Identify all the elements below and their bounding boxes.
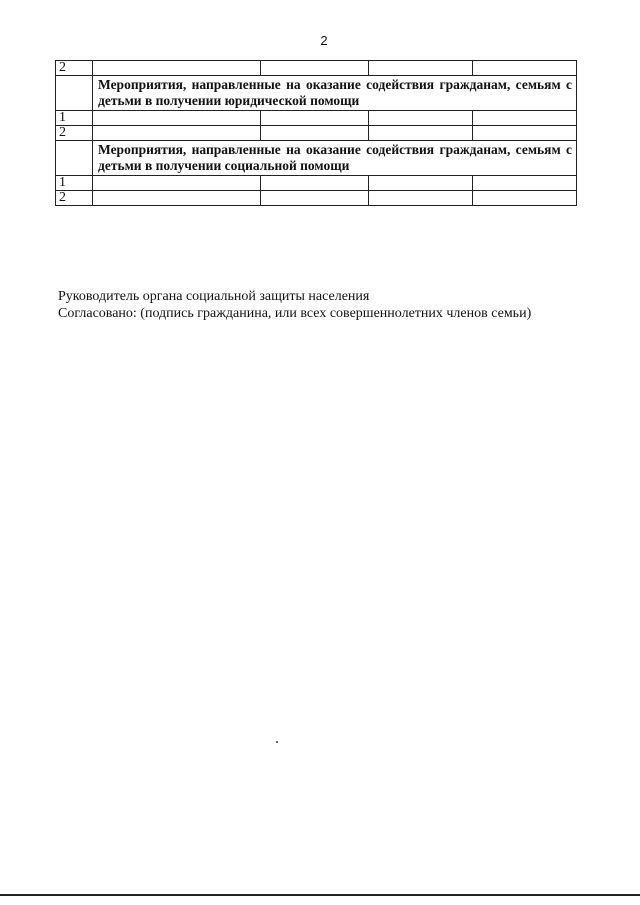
section-row-social-aid	[56, 141, 577, 176]
table-cell	[369, 111, 473, 126]
table-cell	[93, 61, 261, 76]
table-cell	[93, 111, 261, 126]
page-number: 2	[320, 33, 328, 48]
table-cell	[261, 191, 369, 206]
row-number-cell: 1	[56, 176, 93, 191]
row-number-cell: 2	[56, 126, 93, 141]
table-cell	[473, 61, 577, 76]
row-number-cell: 2	[56, 61, 93, 76]
section-row-legal-aid	[56, 76, 577, 111]
scan-speck	[276, 741, 278, 743]
table-row	[56, 191, 577, 206]
table-cell	[473, 176, 577, 191]
table-cell	[261, 111, 369, 126]
activity-plan-table	[55, 60, 577, 206]
table-cell	[473, 111, 577, 126]
agreed-signature-line: Согласовано: (подпись гражданина, или всех совершеннолетних членов семьи)	[58, 306, 532, 321]
table-cell	[93, 191, 261, 206]
table-cell	[93, 126, 261, 141]
table-cell	[261, 176, 369, 191]
department-head-line: Руководитель органа социальной защиты населения	[58, 289, 370, 304]
table-row	[56, 176, 577, 191]
table-cell	[369, 61, 473, 76]
section-heading-legal-aid: Мероприятия, направленные на оказание содействия гражданам, семьям с детьми в получении юридической помощи	[93, 76, 577, 111]
section-heading-social-aid: Мероприятия, направленные на оказание содействия гражданам, семьям с детьми в получении социальной помощи	[93, 141, 577, 176]
table-cell	[473, 126, 577, 141]
table-cell	[261, 61, 369, 76]
table-cell	[473, 191, 577, 206]
row-number-cell: 2	[56, 191, 93, 206]
table-row	[56, 61, 577, 76]
table-cell	[56, 76, 93, 111]
table-cell	[369, 176, 473, 191]
table-cell	[369, 191, 473, 206]
table-row	[56, 126, 577, 141]
table-cell	[93, 176, 261, 191]
table-cell	[369, 126, 473, 141]
signature-block	[58, 288, 618, 322]
row-number-cell: 1	[56, 111, 93, 126]
table-row	[56, 111, 577, 126]
table-cell	[56, 141, 93, 176]
bottom-edge-line	[0, 894, 640, 896]
table-cell	[261, 126, 369, 141]
